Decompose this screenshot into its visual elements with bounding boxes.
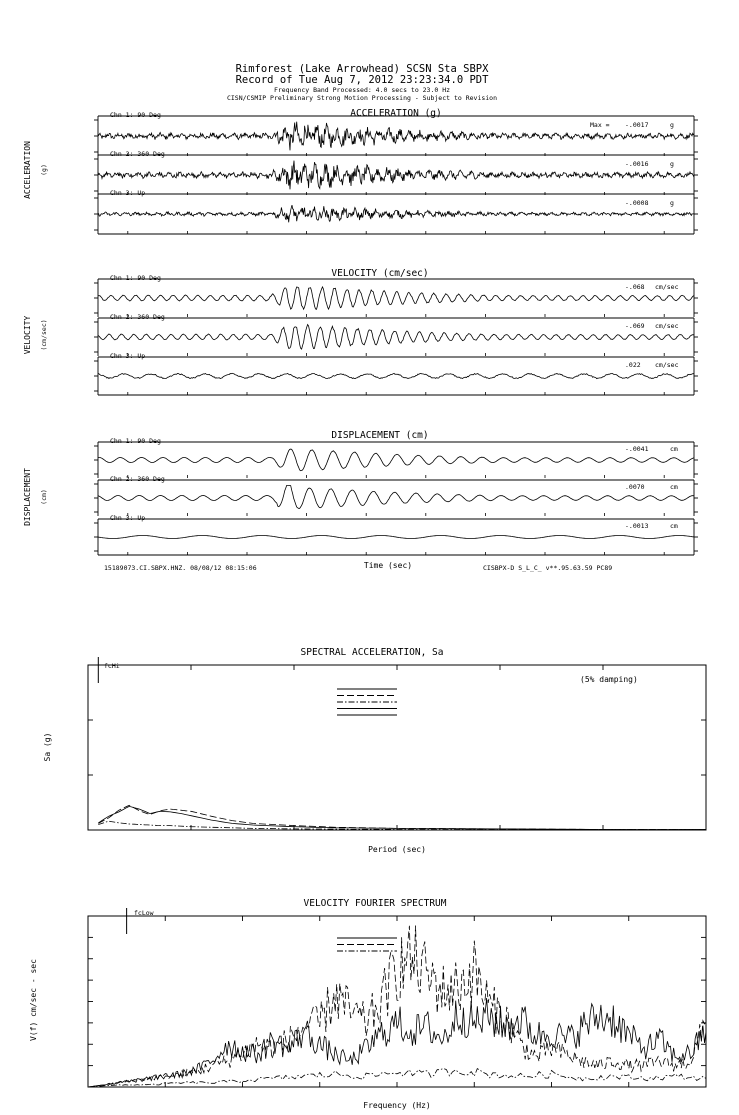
channel-name: Chn 3: Up bbox=[110, 352, 146, 360]
peak-unit: cm/sec bbox=[655, 361, 679, 369]
fs-ylabel: V(f) cm/sec - sec bbox=[29, 959, 38, 1041]
fs-title: VELOCITY FOURIER SPECTRUM bbox=[303, 898, 447, 909]
peak-unit: cm bbox=[670, 445, 678, 453]
displacement-side-label: DISPLACEMENT bbox=[23, 468, 32, 526]
footer-right: CISBPX-D S_L_C_ v**.95.63.59 PC89 bbox=[483, 564, 613, 572]
time-axis bbox=[104, 561, 612, 572]
plot-frame bbox=[88, 916, 706, 1087]
series-line-1 bbox=[98, 806, 706, 829]
peak-prefix: Max = bbox=[590, 121, 610, 129]
peak-unit: g bbox=[670, 160, 674, 168]
velocity-unit-label: (cm/sec) bbox=[40, 319, 48, 351]
spectral-acceleration-chart bbox=[43, 647, 706, 854]
fs-xlabel: Frequency (Hz) bbox=[363, 1101, 431, 1110]
trace-vel-ch2 bbox=[98, 325, 694, 350]
channel-name: Chn 1: 90 Deg bbox=[110, 111, 161, 119]
fs-marker-label: fcLow bbox=[134, 909, 154, 917]
channel-name: Chn 2: 360 Deg bbox=[110, 475, 165, 483]
trace-dis-ch1 bbox=[98, 449, 694, 471]
peak-value: .022 bbox=[625, 361, 641, 369]
peak-unit: g bbox=[670, 121, 674, 129]
displacement-unit-label: (cm) bbox=[40, 489, 48, 505]
acceleration-panel bbox=[23, 108, 698, 234]
channel-name: Chn 2: 360 Deg bbox=[110, 313, 165, 321]
peak-value: -.0016 bbox=[625, 160, 649, 168]
trace-vel-ch3 bbox=[98, 373, 694, 378]
acceleration-side-label: ACCELERATION bbox=[23, 141, 32, 199]
peak-unit: cm bbox=[670, 483, 678, 491]
channel-name: Chn 3: Up bbox=[110, 514, 146, 522]
header-processing: CISN/CSMIP Preliminary Strong Motion Processing - Subject to Revision bbox=[226, 94, 498, 102]
peak-unit: cm/sec bbox=[655, 322, 679, 330]
trace-acc-ch2 bbox=[98, 161, 694, 190]
peak-unit: cm bbox=[670, 522, 678, 530]
peak-unit: g bbox=[670, 199, 674, 207]
peak-value: -.069 bbox=[625, 322, 645, 330]
velocity-side-label: VELOCITY bbox=[23, 315, 32, 355]
time-axis-label: Time (sec) bbox=[363, 561, 413, 570]
plot-frame bbox=[88, 665, 706, 830]
peak-unit: cm/sec bbox=[655, 283, 679, 291]
sa-xlabel: Period (sec) bbox=[368, 845, 426, 854]
peak-value: -.068 bbox=[625, 283, 645, 291]
footer-left: 15189073.CI.SBPX.HNZ. 08/08/12 08:15:06 bbox=[104, 564, 257, 572]
sa-title: SPECTRAL ACCELERATION, Sa bbox=[300, 647, 444, 658]
channel-name: Chn 2: 360 Deg bbox=[110, 150, 165, 158]
acceleration-title: ACCELERATION (g) bbox=[350, 108, 442, 119]
displacement-panel bbox=[23, 430, 698, 555]
peak-value: .0070 bbox=[625, 483, 645, 491]
displacement-title: DISPLACEMENT (cm) bbox=[331, 430, 429, 441]
header-station: Rimforest (Lake Arrowhead) SCSN Sta SBPX bbox=[235, 63, 489, 75]
velocity-panel bbox=[23, 268, 698, 395]
trace-dis-ch2 bbox=[98, 485, 694, 508]
trace-acc-ch3 bbox=[98, 205, 694, 222]
header-band: Frequency Band Processed: 4.0 secs to 23.0 Hz bbox=[273, 86, 451, 94]
velocity-fourier-chart bbox=[29, 898, 706, 1110]
sa-marker-label: fcHi bbox=[104, 662, 120, 670]
header-record: Record of Tue Aug 7, 2012 23:23:34.0 PDT bbox=[235, 74, 489, 86]
peak-value: -.0017 bbox=[625, 121, 649, 129]
peak-value: -.0013 bbox=[625, 522, 649, 530]
channel-name: Chn 1: 90 Deg bbox=[110, 437, 161, 445]
channel-name: Chn 3: Up bbox=[110, 189, 146, 197]
trace-vel-ch1 bbox=[98, 287, 694, 309]
peak-value: -.0041 bbox=[625, 445, 649, 453]
channel-name: Chn 1: 90 Deg bbox=[110, 274, 161, 282]
sa-ylabel: Sa (g) bbox=[43, 732, 52, 762]
peak-value: -.0008 bbox=[625, 199, 649, 207]
series-line-2 bbox=[98, 805, 706, 829]
acceleration-unit-label: (g) bbox=[40, 164, 48, 176]
trace-dis-ch3 bbox=[98, 536, 694, 539]
velocity-title: VELOCITY (cm/sec) bbox=[331, 268, 429, 279]
sa-annotation: (5% damping) bbox=[580, 675, 638, 684]
